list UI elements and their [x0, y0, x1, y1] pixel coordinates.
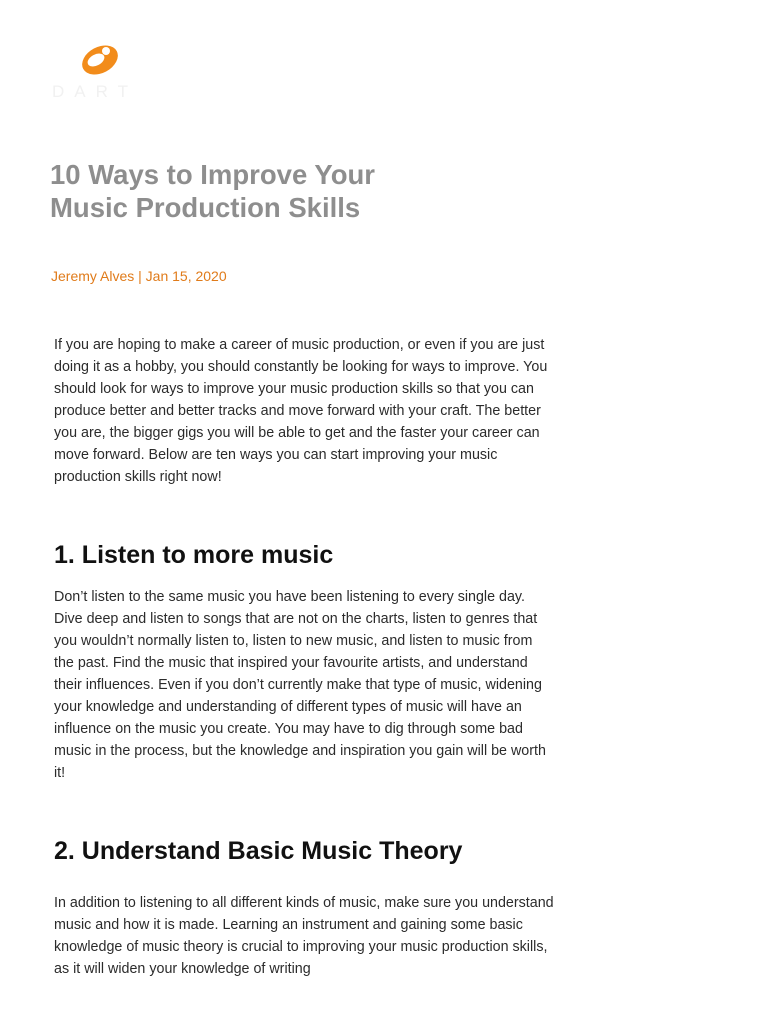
logo-mark-icon	[79, 42, 121, 78]
section-heading-1: 1. Listen to more music	[54, 541, 334, 569]
publish-date: Jan 15, 2020	[145, 268, 227, 284]
section-paragraph-1: Don’t listen to the same music you have been listening to every single day. Dive deep and listen to songs that are not on the charts, listen to genres that you wouldn’t normally listen to, listen to new music, and listen to music from the past. Find the music that inspired your favourite artists, and understand their influences. Even if you don’t currently make that type of music, widening your knowledge and understanding of different types of music will have an influence on the music you create. You may have to dig through some bad music in the process, but the knowledge and inspiration you gain will be worth it!	[54, 589, 546, 781]
section-paragraph-2: In addition to listening to all different kinds of music, make sure you understand music and how it is made. Learning an instrument and gaining some basic knowledge of music theory is crucial to improving your music production skills, as it will widen your knowledge of writing	[54, 895, 554, 977]
article-body	[54, 334, 554, 977]
article-meta	[51, 268, 227, 284]
logo-wordmark: DART	[52, 82, 138, 101]
article-title: 10 Ways to Improve Your Music Production Skills	[50, 159, 376, 223]
author-name: Jeremy Alves	[51, 268, 135, 284]
section-heading-2: 2. Understand Basic Music Theory	[54, 837, 463, 865]
logo	[52, 40, 152, 100]
meta-separator: |	[138, 268, 142, 284]
intro-paragraph: If you are hoping to make a career of music production, or even if you are just doing it as a hobby, you should constantly be looking for ways to improve. You should look for ways to improve your music production skills so that you can produce better and better tracks and move forward with your craft. The better you are, the bigger gigs you will be able to get and the faster your career can move forward. Below are ten ways you can start improving your music production skills right now!	[54, 337, 548, 485]
